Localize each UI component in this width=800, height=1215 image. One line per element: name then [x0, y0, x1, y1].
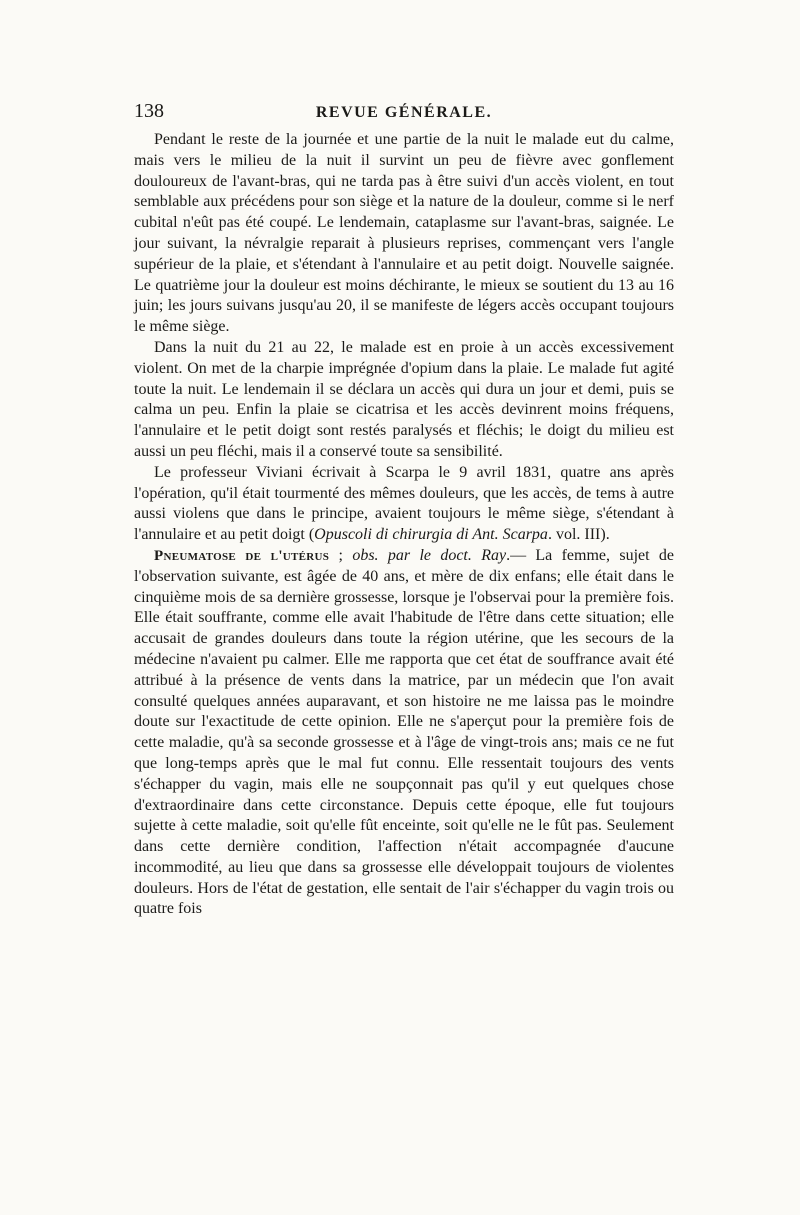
- section-title: Pneumatose de l'utérus: [154, 547, 330, 564]
- paragraph-3-reference: Opuscoli di chirurgia di Ant. Scarpa: [314, 526, 548, 544]
- page-number: 138: [134, 100, 164, 122]
- paragraph-4: [134, 546, 674, 920]
- page-header: [134, 100, 674, 126]
- paragraph-3-text: Le professeur Viviani écrivait à Scarpa le 9 avril 1831, quatre ans après l'opération, qu'il était tourmenté des mêmes douleurs, que les accès, de tems à autre aussi violens que dans le principe, avaient toujours le même siège, s'étendant à l'annulaire et au petit doigt (: [134, 463, 674, 544]
- paragraph-1: Pendant le reste de la journée et une partie de la nuit le malade eut du calme, mais vers le milieu de la nuit il survint un peu de fièvre avec gonflement douloureux de l'avant-bras, qui ne tarda pas à être suivi d'un accès violent, en tout semblable aux précédens pour son siège et la nature de la douleur, comme si le nerf cubital n'eût pas été coupé. Le lendemain, cataplasme sur l'avant-bras, saignée. Le jour suivant, la névralgie reparait à plusieurs reprises, commençant vers l'angle supérieur de la plaie, et s'étendant à l'annulaire et au petit doigt. Nouvelle saignée. Le quatrième jour la douleur est moins déchirante, le mieux se soutient du 13 au 16 juin; les jours suivans jusqu'au 20, il se manifeste de légers accès occupant toujours le même siège.: [134, 131, 674, 336]
- observation-attribution: obs. par le doct. Ray: [352, 546, 507, 564]
- paragraph-2: Dans la nuit du 21 au 22, le malade est en proie à un accès excessivement violent. On met de la charpie imprégnée d'opium dans la plaie. Le malade fut agité toute la nuit. Le lendemain il se déclara un accès qui dura un jour et demi, puis se calma un peu. Enfin la plaie se cicatrisa et les accès devinrent moins fréquens, l'annulaire et le petit doigt sont restés paralysés et fléchis; le doigt du milieu est aussi un peu fléchi, mais il a conservé toute sa sensibilité.: [134, 338, 674, 460]
- paragraph-3-end: . vol. III).: [547, 526, 610, 544]
- paragraph-4-text: .— La femme, sujet de l'observation suivante, est âgée de 40 ans, et mère de dix enfans; elle était dans le cinquième mois de sa dernière grossesse, lorsque je l'observai pour la première fois. Elle était souffrante, comme elle avait l'habitude de l'être dans cette situation; elle accusait de grandes douleurs dans toute la région utérine, que les secours de la médecine n'avaient pu calmer. Elle me rapporta que cet état de souffrance avait été attribué à la présence de vents dans la matrice, par un médecin que l'on avait consulté quelques années auparavant, et son histoire ne me laissa pas le moindre doute sur l'exactitude de cette opinion. Elle ne s'aperçut pour la première fois de cette maladie, qu'à sa seconde grossesse et à l'âge de vingt-trois ans; mais ce ne fut que long-temps après que le mal fut connu. Elle ressentait toujours des vents s'échapper du vagin, mais elle ne soupçonnait pas qu'il y eut quelques chose d'extraordinaire dans cette circonstance. Depuis cette époque, elle fut toujours sujette à cette maladie, soit qu'elle fût enceinte, soit qu'elle ne le fût pas. Seulement dans cette dernière condition, l'affection n'était accompagnée d'aucune incommodité, au lieu que dans sa grossesse elle développait toujours de violentes douleurs. Hors de l'état de gestation, elle sentait de l'air s'échapper du vagin trois ou quatre fois: [134, 546, 674, 918]
- book-page: [134, 100, 674, 920]
- paragraph-3: [134, 463, 674, 546]
- section-title-separator: ;: [329, 546, 353, 564]
- running-title: REVUE GÉNÉRALE.: [315, 104, 493, 121]
